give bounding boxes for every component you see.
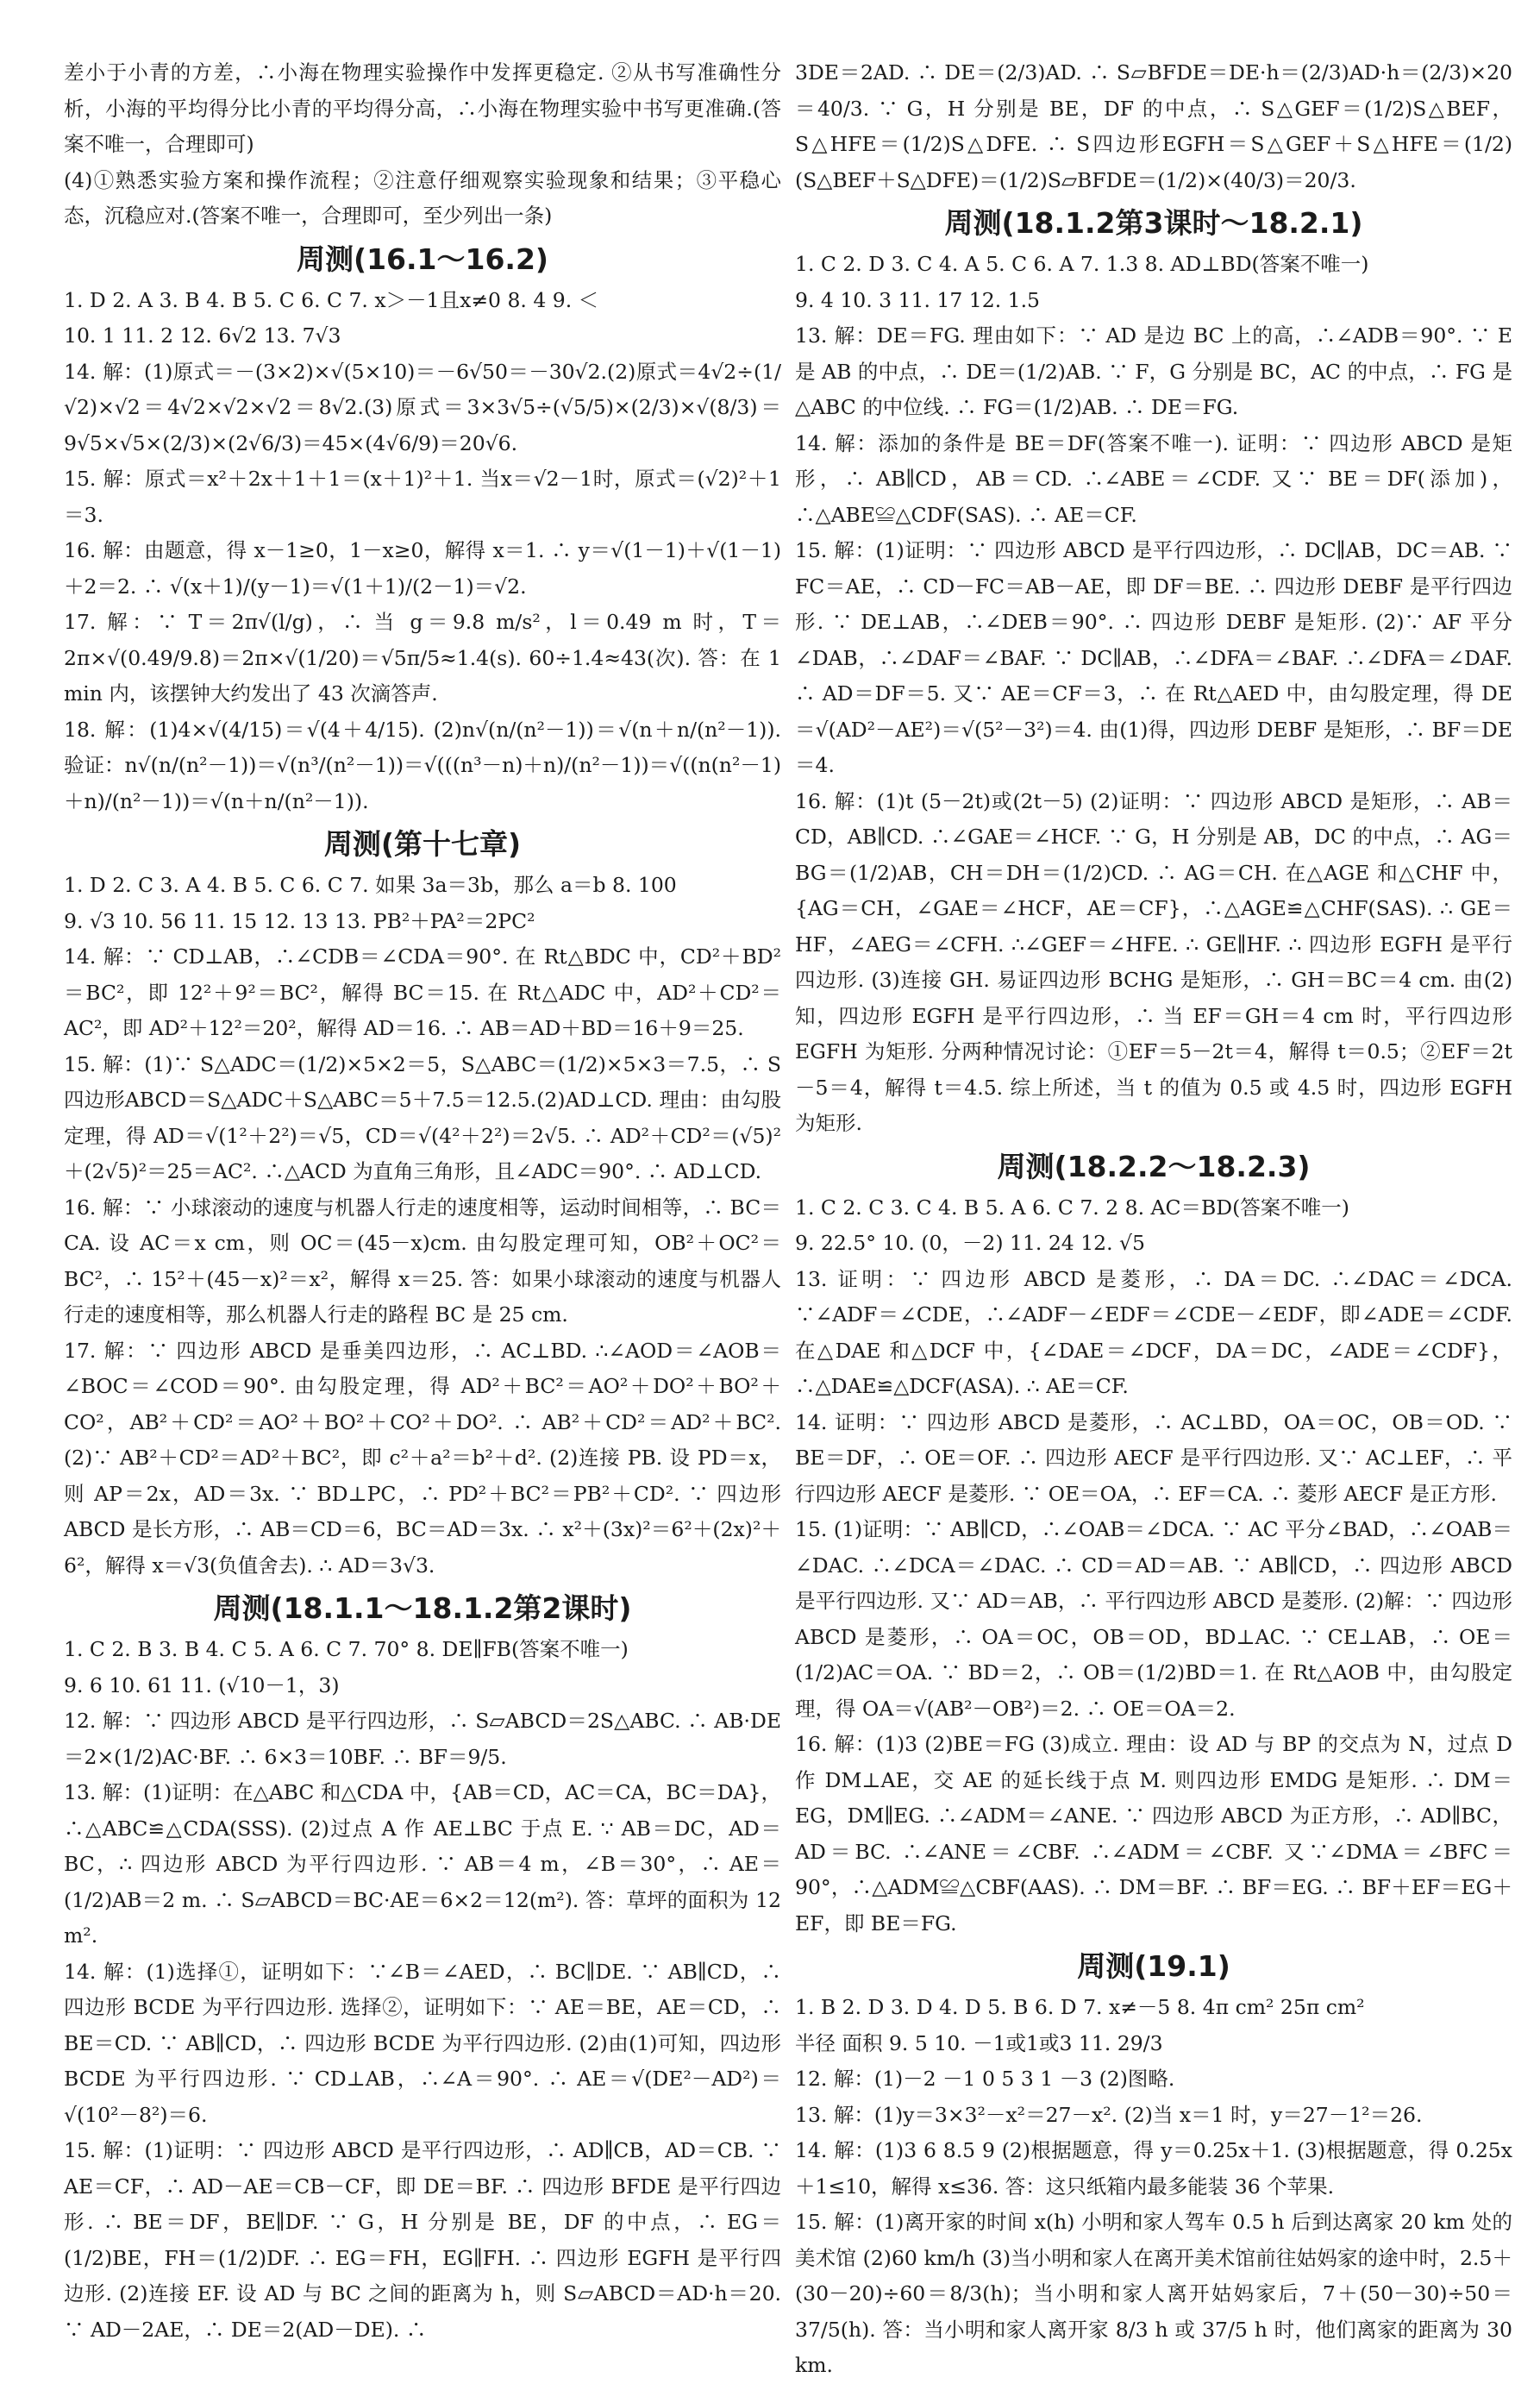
solution-paragraph: 14. 解：(1)原式＝－(3×2)×√(5×10)＝－6√50＝－30√2.(2)原式＝4√2÷(1/√2)×√2＝4√2×√2×√2＝8√2.(3)原式＝3×3√5÷(√5/5)×(2/3)×√(8/3)＝9√5×√5×(2/3)×(2√6/3)＝45×(4√6/9)＝20√6. bbox=[64, 359, 781, 455]
answer-row: 1. B 2. D 3. D 4. D 5. B 6. D 7. x≠－5 8. 4π cm² 25π cm² bbox=[795, 1995, 1365, 2019]
solution-paragraph: 12. 解：∵ 四边形 ABCD 是平行四边形，∴ S▱ABCD＝2S△ABC. ∴ AB·DE＝2×(1/2)AC·BF. ∴ 6×3＝10BF. ∴ BF＝9/5. bbox=[64, 1709, 781, 1769]
solution-paragraph: 14. 解：∵ CD⊥AB，∴∠CDB＝∠CDA＝90°. 在 Rt△BDC 中，CD²＋BD²＝BC²，即 12²＋9²＝BC²，解得 BC＝15. 在 Rt△ADC 中，AD²＋CD²＝AC²，即 AD²＋12²＝20²，解得 AD＝16. ∴ AB＝AD＋BD＝16＋9＝25. bbox=[64, 944, 781, 1040]
solution-paragraph: 14. 解：添加的条件是 BE＝DF(答案不唯一). 证明：∵ 四边形 ABCD 是矩形，∴ AB∥CD，AB＝CD. ∴∠ABE＝∠CDF. 又∵ BE＝DF(添加)，∴△ABE≌△CDF(SAS). ∴ AE＝CF. bbox=[795, 430, 1512, 527]
solution-paragraph: 15. 解：(1)证明：∵ 四边形 ABCD 是平行四边形，∴ DC∥AB，DC＝AB. ∵ FC＝AE，∴ CD－FC＝AB－AE，即 DF＝BE. ∴ 四边形 DEBF 是平行四边形. ∵ DE⊥AB，∴∠DEB＝90°. ∴ 四边形 DEBF 是矩形. (2)∵ AF 平分∠DAB，∴∠DAF＝∠BAF. ∵ DC∥AB，∴∠DFA＝∠BAF. ∴∠DFA＝∠DAF. ∴ AD＝DF＝5. 又∵ AE＝CF＝3，∴ 在 Rt△AED 中，由勾股定理，得 DE＝√(AD²－AE²)＝√(5²－3²)＝4. 由(1)得，四边形 DEBF 是矩形，∴ BF＝DE＝4. bbox=[795, 538, 1512, 777]
answer-row: 1. C 2. C 3. C 4. B 5. A 6. C 7. 2 8. AC＝BD(答案不唯一) bbox=[795, 1195, 1349, 1220]
solution-paragraph: 16. 解：(1)3 (2)BE＝FG (3)成立. 理由：设 AD 与 BP 的交点为 N，过点 D 作 DM⊥AE，交 AE 的延长线于点 M. 则四边形 EMDG 是矩形. ∴ DM＝EG，DM∥EG. ∴∠ADM＝∠ANE. ∵ 四边形 ABCD 为正方形，∴ AD∥BC，AD＝BC. ∴∠ANE＝∠CBF. ∴∠ADM＝∠CBF. 又∵∠DMA＝∠BFC＝90°，∴△ADM≌△CBF(AAS). ∴ DM＝BF. ∴ BF＝EG. ∴ BF＋EF＝EG＋EF，即 BE＝FG. bbox=[795, 1732, 1512, 1935]
answer-row: 半径 面积 9. 5 10. －1或1或3 11. 29/3 bbox=[795, 2030, 1163, 2055]
answer-row: 9. √3 10. 56 11. 15 12. 13 13. PB²＋PA²＝2PC² bbox=[64, 908, 535, 933]
answer-row: 1. C 2. D 3. C 4. A 5. C 6. A 7. 1.3 8. AD⊥BD(答案不唯一) bbox=[795, 252, 1369, 276]
solution-paragraph: 16. 解：由题意，得 x－1≥0，1－x≥0，解得 x＝1. ∴ y＝√(1－1)＋√(1－1)＋2＝2. ∴ √(x＋1)/(y－1)＝√(1＋1)/(2－1)＝√2. bbox=[64, 538, 781, 599]
solution-paragraph: 13. 解：(1)y＝3×3²－x²＝27－x². (2)当 x＝1 时，y＝27－1²＝26. bbox=[795, 2102, 1423, 2127]
solution-paragraph: 15. 解：原式＝x²＋2x＋1＋1＝(x＋1)²＋1. 当x＝√2－1时，原式＝(√2)²＋1＝3. bbox=[64, 467, 781, 527]
solution-paragraph: 15. (1)证明：∵ AB∥CD，∴∠OAB＝∠DCA. ∵ AC 平分∠BAD，∴∠OAB＝∠DAC. ∴∠DCA＝∠DAC. ∴ CD＝AD＝AB. ∵ AB∥CD，∴ 四边形 ABCD 是平行四边形. 又∵ AD＝AB，∴ 平行四边形 ABCD 是菱形. (2)解：∵ 四边形 ABCD 是菱形，∴ OA＝OC，OB＝OD，BD⊥AC. ∵ CE⊥AB，∴ OE＝(1/2)AC＝OA. ∵ BD＝2，∴ OB＝(1/2)BD＝1. 在 Rt△AOB 中，由勾股定理，得 OA＝√(AB²－OB²)＝2. ∴ OE＝OA＝2. bbox=[795, 1517, 1512, 1721]
section-heading: 周测(18.2.2～18.2.3) bbox=[997, 1149, 1311, 1183]
answer-row: 1. D 2. A 3. B 4. B 5. C 6. C 7. x＞－1且x≠0 8. 4 9. ＜ bbox=[64, 287, 599, 312]
solution-paragraph: 17. 解：∵ 四边形 ABCD 是垂美四边形，∴ AC⊥BD. ∴∠AOD＝∠AOB＝∠BOC＝∠COD＝90°. 由勾股定理，得 AD²＋BC²＝AO²＋DO²＋BO²＋CO²，AB²＋CD²＝AO²＋BO²＋CO²＋DO². ∴ AB²＋CD²＝AD²＋BC². (2)∵ AB²＋CD²＝AD²＋BC²，即 c²＋a²＝b²＋d². (2)连接 PB. 设 PD＝x，则 AP＝2x，AD＝3x. ∵ BD⊥PC，∴ PD²＋BC²＝PB²＋CD². ∵ 四边形 ABCD 是长方形，∴ AB＝CD＝6，BC＝AD＝3x. ∴ x²＋(3x)²＝6²＋(2x)²＋6²，解得 x＝√3(负值舍去). ∴ AD＝3√3. bbox=[64, 1338, 781, 1578]
answer-row: 9. 4 10. 3 11. 17 12. 1.5 bbox=[795, 287, 1041, 312]
answer-row: 10. 1 11. 2 12. 6√2 13. 7√3 bbox=[64, 323, 341, 348]
solution-paragraph: 3DE＝2AD. ∴ DE＝(2/3)AD. ∴ S▱BFDE＝DE·h＝(2/3)AD·h＝(2/3)×20＝40/3. ∵ G，H 分别是 BE，DF 的中点，∴ S△GEF＝(1/2)S△BEF，S△HFE＝(1/2)S△DFE. ∴ S四边形EGFH＝S△GEF＋S△HFE＝(1/2)(S△BEF＋S△DFE)＝(1/2)S▱BFDE＝(1/2)×(40/3)＝20/3. bbox=[795, 60, 1512, 192]
section-heading: 周测(16.1～16.2) bbox=[296, 242, 548, 276]
answer-row: 9. 22.5° 10. (0，－2) 11. 24 12. √5 bbox=[795, 1231, 1145, 1255]
solution-paragraph: 15. 解：(1)证明：∵ 四边形 ABCD 是平行四边形，∴ AD∥CB，AD＝CB. ∵ AE＝CF，∴ AD－AE＝CB－CF，即 DE＝BF. ∴ 四边形 BFDE 是平行四边形. ∴ BE＝DF，BE∥DF. ∵ G，H 分别是 BE，DF 的中点，∴ EG＝(1/2)BE，FH＝(1/2)DF. ∴ EG＝FH，EG∥FH. ∴ 四边形 EGFH 是平行四边形. (2)连接 EF. 设 AD 与 BC 之间的距离为 h，则 S▱ABCD＝AD·h＝20. ∵ AD－2AE，∴ DE＝2(AD－DE). ∴ bbox=[64, 2138, 781, 2342]
solution-paragraph: 17. 解：∵ T＝2π√(l/g)，∴ 当 g＝9.8 m/s²，l＝0.49 m 时，T＝2π×√(0.49/9.8)＝2π×√(1/20)＝√5π/5≈1.4(s). 60÷1.4≈43(次). 答：在 1 min 内，该摆钟大约发出了 43 次滴答声. bbox=[64, 610, 781, 706]
section-heading: 周测(18.1.2第3课时～18.2.1) bbox=[944, 206, 1363, 240]
right-column bbox=[795, 55, 1512, 2384]
section-heading: 周测(第十七章) bbox=[323, 827, 522, 861]
solution-paragraph: 14. 证明：∵ 四边形 ABCD 是菱形，∴ AC⊥BD，OA＝OC，OB＝OD. ∵ BE＝DF，∴ OE＝OF. ∴ 四边形 AECF 是平行四边形. 又∵ AC⊥EF，∴ 平行四边形 AECF 是菱形. ∵ OE＝OA，∴ EF＝CA. ∴ 菱形 AECF 是正方形. bbox=[795, 1409, 1512, 1506]
solution-paragraph: 14. 解：(1)选择①，证明如下：∵∠B＝∠AED，∴ BC∥DE. ∵ AB∥CD，∴ 四边形 BCDE 为平行四边形. 选择②，证明如下：∵ AE＝BE，AE＝CD，∴ BE＝CD. ∵ AB∥CD，∴ 四边形 BCDE 为平行四边形. (2)由(1)可知，四边形 BCDE 为平行四边形. ∵ CD⊥AB，∴∠A＝90°. ∴ AE＝√(DE²－AD²)＝√(10²－8²)＝6. bbox=[64, 1959, 781, 2127]
solution-paragraph: 13. 解：(1)证明：在△ABC 和△CDA 中，{AB＝CD，AC＝CA，BC＝DA}，∴△ABC≌△CDA(SSS). (2)过点 A 作 AE⊥BC 于点 E. ∵ AB＝DC，AD＝BC，∴ 四边形 ABCD 为平行四边形. ∵ AB＝4 m，∠B＝30°，∴ AE＝(1/2)AB＝2 m. ∴ S▱ABCD＝BC·AE＝6×2＝12(m²). 答：草坪的面积为 12 m². bbox=[64, 1780, 781, 1948]
left-column bbox=[64, 55, 781, 2348]
solution-paragraph: 13. 解：DE＝FG. 理由如下：∵ AD 是边 BC 上的高，∴∠ADB＝90°. ∵ E 是 AB 的中点，∴ DE＝(1/2)AB. ∵ F，G 分别是 BC，AC 的中点，∴ FG 是△ABC 的中位线. ∴ FG＝(1/2)AB. ∴ DE＝FG. bbox=[795, 323, 1512, 419]
answer-row: 1. D 2. C 3. A 4. B 5. C 6. C 7. 如果 3a＝3b，那么 a＝b 8. 100 bbox=[64, 873, 677, 897]
solution-paragraph: 差小于小青的方差，∴小海在物理实验操作中发挥更稳定. ②从书写准确性分析，小海的平均得分比小青的平均得分高，∴小海在物理实验中书写更准确.(答案不唯一，合理即可) bbox=[64, 60, 781, 156]
solution-paragraph: 13. 证明：∵ 四边形 ABCD 是菱形，∴ DA＝DC. ∴∠DAC＝∠DCA. ∵∠ADF＝∠CDE，∴∠ADF－∠EDF＝∠CDE－∠EDF，即∠ADE＝∠CDF. 在△DAE 和△DCF 中，{∠DAE＝∠DCF，DA＝DC，∠ADE＝∠CDF}，∴△DAE≌△DCF(ASA). ∴ AE＝CF. bbox=[795, 1266, 1512, 1398]
solution-paragraph: 14. 解：(1)3 6 8.5 9 (2)根据题意，得 y＝0.25x＋1. (3)根据题意，得 0.25x＋1≤10，解得 x≤36. 答：这只纸箱内最多能装 36 个苹果. bbox=[795, 2138, 1512, 2199]
solution-paragraph: (4)①熟悉实验方案和操作流程；②注意仔细观察实验现象和结果；③平稳心态，沉稳应对.(答案不唯一，合理即可，至少列出一条) bbox=[64, 167, 781, 228]
section-heading: 周测(19.1) bbox=[1077, 1949, 1230, 1983]
answer-row: 9. 6 10. 61 11. (√10－1，3) bbox=[64, 1672, 340, 1697]
solution-paragraph: 12. 解：(1)－2 －1 0 5 3 1 －3 (2)图略. bbox=[795, 2067, 1175, 2091]
solution-paragraph: 16. 解：∵ 小球滚动的速度与机器人行走的速度相等，运动时间相等，∴ BC＝CA. 设 AC＝x cm，则 OC＝(45－x)cm. 由勾股定理可知，OB²＋OC²＝BC²，∴ 15²＋(45－x)²＝x²，解得 x＝25. 答：如果小球滚动的速度与机器人行走的速度相等，那么机器人行走的路程 BC 是 25 cm. bbox=[64, 1195, 781, 1327]
solution-paragraph: 15. 解：(1)∵ S△ADC＝(1/2)×5×2＝5，S△ABC＝(1/2)×5×3＝7.5，∴ S四边形ABCD＝S△ADC＋S△ABC＝5＋7.5＝12.5.(2)AD⊥CD. 理由：由勾股定理，得 AD＝√(1²＋2²)＝√5，CD＝√(4²＋2²)＝2√5. ∴ AD²＋CD²＝(√5)²＋(2√5)²＝25＝AC². ∴△ACD 为直角三角形，且∠ADC＝90°. ∴ AD⊥CD. bbox=[64, 1051, 781, 1183]
solution-paragraph: 18. 解：(1)4×√(4/15)＝√(4＋4/15). (2)n√(n/(n²－1))＝√(n＋n/(n²－1)). 验证：n√(n/(n²－1))＝√(n³/(n²－1))＝√(((n³－n)＋n)/(n²－1))＝√((n(n²－1)＋n)/(n²－1))＝√(n＋n/(n²－1)). bbox=[64, 717, 781, 813]
section-heading: 周测(18.1.1～18.1.2第2课时) bbox=[213, 1591, 632, 1625]
solution-paragraph: 15. 解：(1)离开家的时间 x(h) 小明和家人驾车 0.5 h 后到达离家 20 km 处的美术馆 (2)60 km/h (3)当小明和家人在离开美术馆前往姑妈家的途中时，2.5＋(30－20)÷60＝8/3(h)；当小明和家人离开姑妈家后，7＋(50－30)÷50＝37/5(h). 答：当小明和家人离开家 8/3 h 或 37/5 h 时，他们离家的距离为 30 km. bbox=[795, 2210, 1512, 2377]
answer-row: 1. C 2. B 3. B 4. C 5. A 6. C 7. 70° 8. DE∥FB(答案不唯一) bbox=[64, 1637, 629, 1661]
solution-paragraph: 16. 解：(1)t (5－2t)或(2t－5) (2)证明：∵ 四边形 ABCD 是矩形，∴ AB＝CD，AB∥CD. ∴∠GAE＝∠HCF. ∵ G，H 分别是 AB，DC 的中点，∴ AG＝BG＝(1/2)AB，CH＝DH＝(1/2)CD. ∴ AG＝CH. 在△AGE 和△CHF 中，{AG＝CH，∠GAE＝∠HCF，AE＝CF}，∴△AGE≌△CHF(SAS). ∴ GE＝HF，∠AEG＝∠CFH. ∴∠GEF＝∠HFE. ∴ GE∥HF. ∴ 四边形 EGFH 是平行四边形. (3)连接 GH. 易证四边形 BCHG 是矩形，∴ GH＝BC＝4 cm. 由(2)知，四边形 EGFH 是平行四边形，∴ 当 EF＝GH＝4 cm 时，平行四边形 EGFH 为矩形. 分两种情况讨论：①EF＝5－2t＝4，解得 t＝0.5；②EF＝2t－5＝4，解得 t＝4.5. 综上所述，当 t 的值为 0.5 或 4.5 时，四边形 EGFH 为矩形. bbox=[795, 788, 1512, 1135]
